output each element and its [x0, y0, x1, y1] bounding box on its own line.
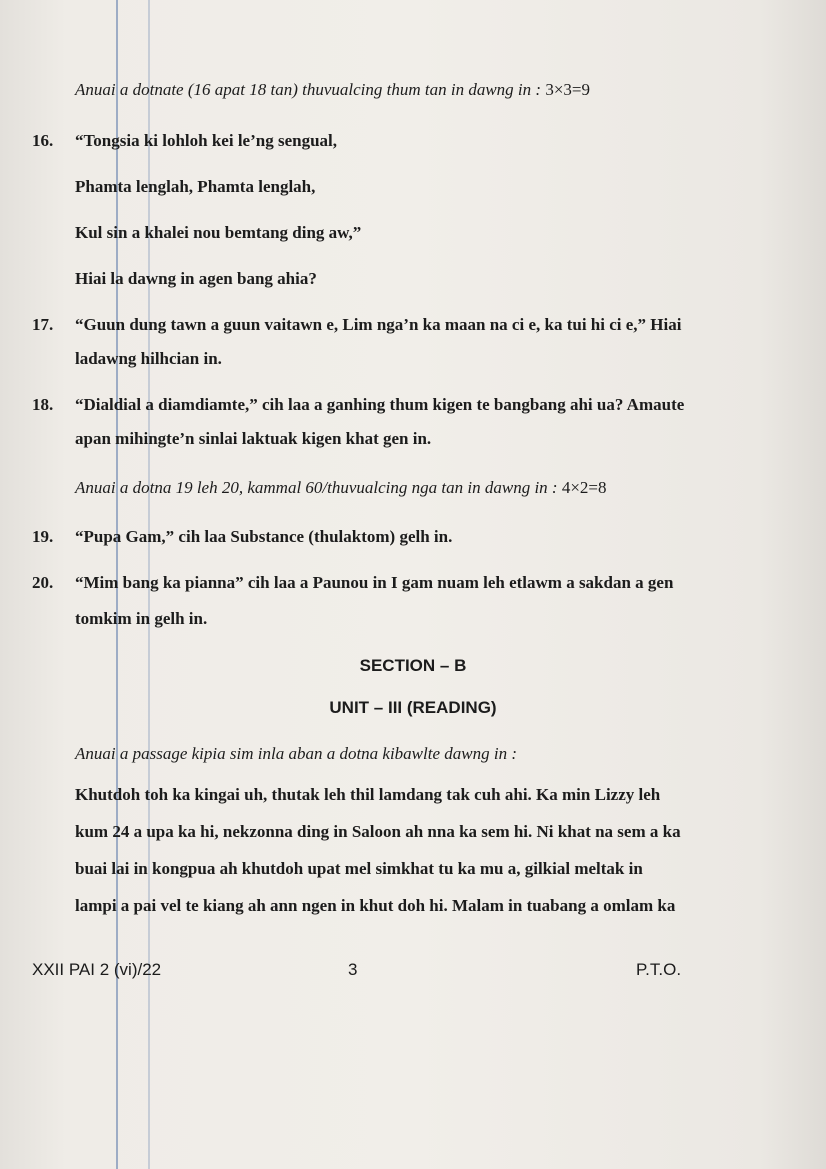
question-line: Phamta lenglah, Phamta lenglah,: [75, 177, 316, 196]
question-number: 16.: [32, 131, 54, 150]
passage-line: buai lai in kongpua ah khutdoh upat mel simkhat tu ka mu a, gilkial meltak in: [75, 859, 643, 878]
question-line: “Pupa Gam,” cih laa Substance (thulaktom) gelh in.: [75, 527, 453, 546]
passage-line: lampi a pai vel te kiang ah ann ngen in khut doh hi. Malam in tuabang a omlam ka: [75, 896, 676, 915]
question-number: 20.: [32, 573, 54, 592]
question-line: “Mim bang ka pianna” cih laa a Paunou in I gam nuam leh etlawm a sakdan a gen: [75, 573, 674, 592]
question-number: 18.: [32, 395, 54, 414]
marks: 3×3=9: [545, 80, 590, 99]
passage-line: kum 24 a upa ka hi, nekzonna ding in Saloon ah nna ka sem hi. Ni khat na sem a ka: [75, 822, 681, 841]
question-line: Kul sin a khalei nou bemtang ding aw,”: [75, 223, 362, 242]
question-line: tomkim in gelh in.: [75, 609, 208, 628]
pto-label: P.T.O.: [636, 960, 682, 979]
question-line: apan mihingte’n sinlai laktuak kigen khat gen in.: [75, 429, 432, 448]
unit-heading: UNIT – III (READING): [329, 698, 497, 717]
passage-line: Khutdoh toh ka kingai uh, thutak leh thil lamdang tak cuh ahi. Ka min Lizzy leh: [75, 785, 661, 804]
question-line: ladawng hilhcian in.: [75, 349, 222, 368]
question-number: 17.: [32, 315, 54, 334]
question-line: Hiai la dawng in agen bang ahia?: [75, 269, 317, 288]
instruction-line: Anuai a dotna 19 leh 20, kammal 60/thuvualcing nga tan in dawng in : 4×2=8: [75, 478, 607, 497]
paper-code: XXII PAI 2 (vi)/22: [32, 960, 162, 979]
instruction-line: Anuai a dotnate (16 apat 18 tan) thuvualcing thum tan in dawng in : 3×3=9: [75, 80, 590, 99]
page-number: 3: [348, 960, 358, 979]
question-number: 19.: [32, 527, 54, 546]
instruction-line: Anuai a passage kipia sim inla aban a dotna kibawlte dawng in :: [75, 744, 517, 763]
marks: 4×2=8: [561, 478, 607, 497]
section-heading: SECTION – B: [359, 656, 467, 675]
question-line: “Tongsia ki lohloh kei le’ng sengual,: [75, 131, 338, 150]
question-line: “Guun dung tawn a guun vaitawn e, Lim nga’n ka maan na ci e, ka tui hi ci e,” Hiai: [75, 315, 682, 334]
question-line: “Dialdial a diamdiamte,” cih laa a ganhing thum kigen te bangbang ahi ua? Amaute: [75, 395, 685, 414]
